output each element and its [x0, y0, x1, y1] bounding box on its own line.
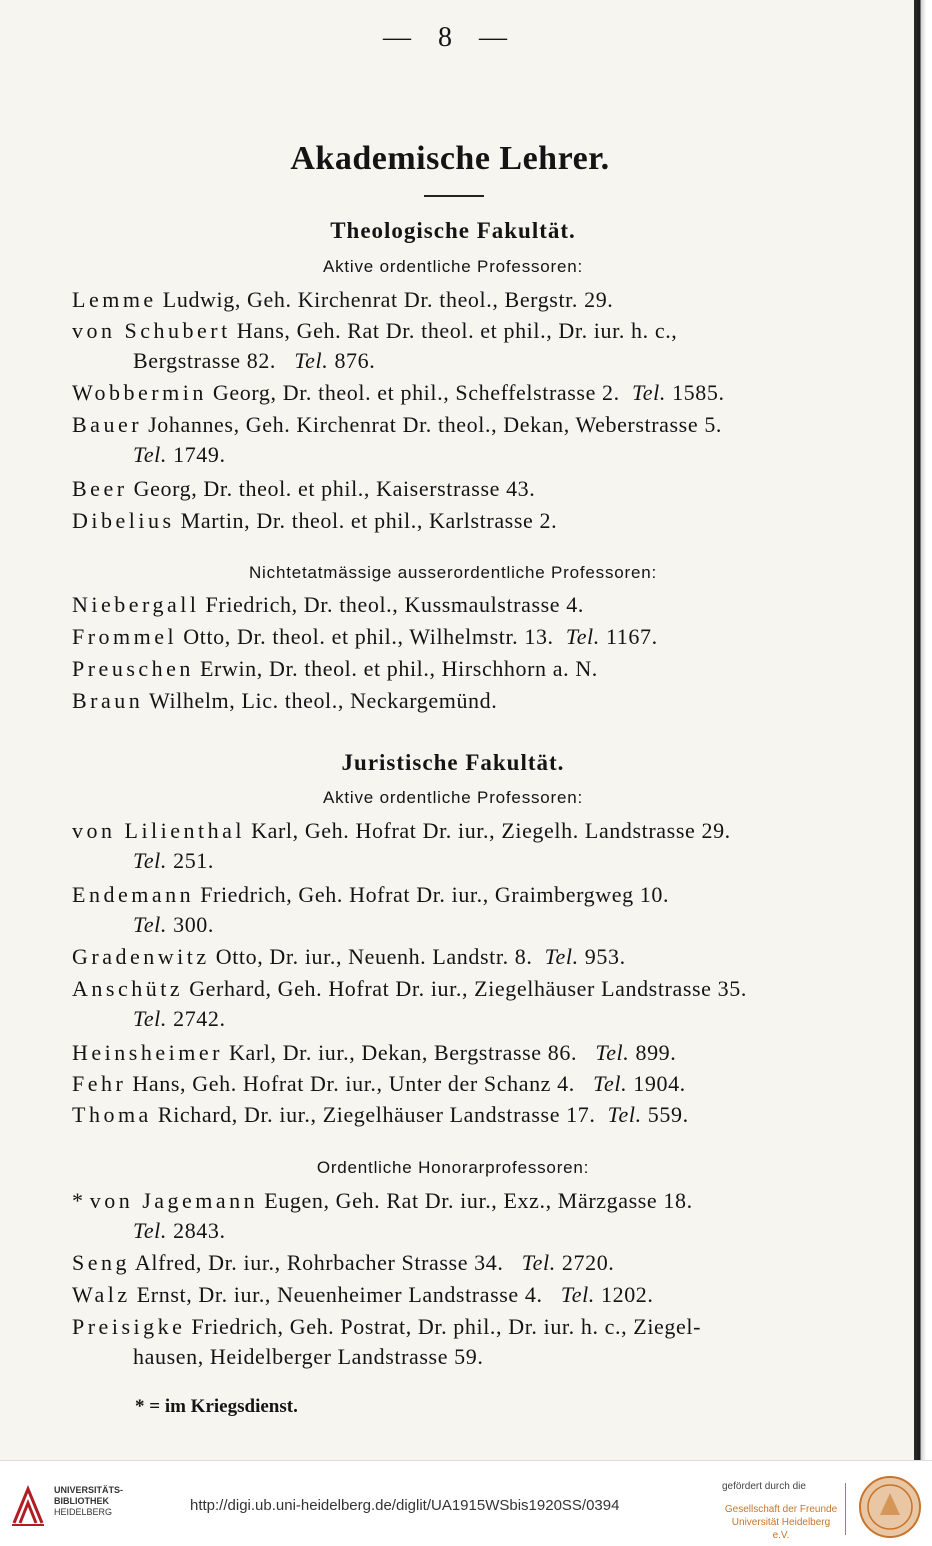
list-item [72, 316, 842, 376]
title-divider [424, 195, 484, 197]
person-name: Anschütz [72, 976, 184, 1001]
tel-number: 1167. [605, 624, 658, 649]
person-name: Lemme [72, 287, 157, 312]
group-label: Aktive ordentliche Professoren: [322, 788, 584, 807]
source-url-link[interactable]: http://digi.ub.uni-heidelberg.de/diglit/UA1915WSbis1920SS/0394 [190, 1497, 620, 1514]
tel-label: Tel. [565, 624, 600, 649]
list-item [72, 816, 842, 876]
tel-number: 876. [334, 348, 376, 373]
person-name: Walz [72, 1282, 131, 1307]
tel-label: Tel. [595, 1040, 630, 1065]
sponsor-divider [845, 1483, 846, 1535]
person-name: Endemann [72, 882, 195, 907]
page-title: Akademische Lehrer. [290, 140, 610, 177]
tel-label: Tel. [560, 1282, 595, 1307]
tel-number: 2742. [173, 1006, 226, 1031]
tel-label: Tel. [133, 442, 167, 467]
list-item [72, 1069, 842, 1099]
person-name: Thoma [72, 1102, 152, 1127]
person-name: Preisigke [72, 1314, 186, 1339]
tel-number: 300. [173, 912, 215, 937]
person-name: Wobbermin [72, 380, 207, 405]
tel-number: 1904. [633, 1071, 686, 1096]
list-item [72, 622, 842, 652]
list-item [72, 880, 842, 940]
tel-label: Tel. [631, 380, 666, 405]
tel-number: 1585. [672, 380, 725, 405]
person-name: von Lilienthal [72, 818, 246, 843]
list-item [72, 1280, 842, 1310]
person-name: Braun [72, 688, 144, 713]
person-details-cont: Bergstrasse 82. [133, 348, 277, 373]
person-details: Karl, Dr. iur., Dekan, Bergstrasse 86. [222, 1040, 578, 1065]
person-details: Friedrich, Geh. Postrat, Dr. phil., Dr. iur. h. c., Ziegel- [185, 1314, 702, 1339]
tel-label: Tel. [607, 1102, 642, 1127]
person-details: Otto, Dr. theol. et phil., Wilhelmstr. 13. [177, 624, 554, 649]
person-details: Georg, Dr. theol. et phil., Kaiserstrasse 43. [127, 476, 536, 501]
footnote-marker: * [72, 1188, 90, 1213]
page-number: — 8 — [383, 22, 517, 53]
person-name: Frommel [72, 624, 178, 649]
group-label: Ordentliche Honorarprofessoren: [316, 1158, 590, 1177]
tel-label: Tel. [133, 912, 167, 937]
tel-label: Tel. [133, 848, 167, 873]
list-item [72, 410, 842, 470]
digitization-footer [0, 1460, 932, 1546]
person-name: Seng [72, 1250, 130, 1275]
tel-label: Tel. [593, 1071, 628, 1096]
person-name: Beer [72, 476, 128, 501]
tel-number: 559. [647, 1102, 689, 1127]
library-logo-icon [10, 1483, 46, 1529]
list-item [72, 974, 842, 1034]
university-seal-icon [858, 1475, 922, 1539]
tel-number: 2843. [173, 1218, 226, 1243]
list-item [72, 654, 842, 684]
person-details: Hans, Geh. Rat Dr. theol. et phil., Dr. iur. h. c., [230, 318, 678, 343]
tel-number: 251. [173, 848, 215, 873]
tel-label: Tel. [544, 944, 579, 969]
person-details: Wilhelm, Lic. theol., Neckargemünd. [143, 688, 498, 713]
list-item [72, 1248, 842, 1278]
list-item [72, 590, 842, 620]
person-details: Richard, Dr. iur., Ziegelhäuser Landstrasse 17. [151, 1102, 596, 1127]
tel-number: 1749. [173, 442, 226, 467]
footnote: * = im Kriegsdienst. [135, 1396, 298, 1417]
tel-number: 2720. [561, 1250, 615, 1275]
section-heading-law: Juristische Fakultät. [341, 750, 565, 775]
person-details: Ernst, Dr. iur., Neuenheimer Landstrasse 4. [130, 1282, 543, 1307]
list-item [72, 474, 842, 504]
group-label: Aktive ordentliche Professoren: [322, 257, 584, 276]
sponsor-name: Gesellschaft der Freunde Universität Heidelberg e.V. [724, 1504, 838, 1541]
person-name: Gradenwitz [72, 944, 210, 969]
tel-label: Tel. [521, 1250, 556, 1275]
list-item [72, 686, 842, 716]
tel-label: Tel. [133, 1218, 167, 1243]
person-details: Friedrich, Geh. Hofrat Dr. iur., Graimbergweg 10. [194, 882, 670, 907]
list-item [72, 1312, 842, 1372]
person-name: von Jagemann [89, 1188, 259, 1213]
person-name: Dibelius [72, 508, 175, 533]
scan-edge [914, 0, 932, 1460]
person-details: Georg, Dr. theol. et phil., Scheffelstrasse 2. [206, 380, 620, 405]
person-name: Bauer [72, 412, 143, 437]
list-item [72, 1038, 842, 1068]
sponsor-label: gefördert durch die [722, 1481, 806, 1492]
list-item [72, 378, 842, 408]
tel-label: Tel. [133, 1006, 167, 1031]
person-details: Johannes, Geh. Kirchenrat Dr. theol., Dekan, Weberstrasse 5. [142, 412, 723, 437]
tel-number: 1202. [601, 1282, 654, 1307]
library-name: UNIVERSITÄTS- BIBLIOTHEK HEIDELBERG [54, 1485, 124, 1517]
person-name: von Schubert [72, 318, 231, 343]
list-item [72, 506, 842, 536]
person-details-cont: hausen, Heidelberger Landstrasse 59. [133, 1344, 484, 1369]
tel-label: Tel. [294, 348, 329, 373]
person-details: Martin, Dr. theol. et phil., Karlstrasse 2. [174, 508, 558, 533]
person-details: Erwin, Dr. theol. et phil., Hirschhorn a. N. [193, 656, 598, 681]
tel-number: 953. [584, 944, 626, 969]
person-details: Gerhard, Geh. Hofrat Dr. iur., Ziegelhäuser Landstrasse 35. [183, 976, 747, 1001]
person-name: Fehr [72, 1071, 127, 1096]
person-details: Alfred, Dr. iur., Rohrbacher Strasse 34. [130, 1250, 504, 1275]
person-details: Eugen, Geh. Rat Dr. iur., Exz., Märzgasse 18. [258, 1188, 693, 1213]
list-item [72, 1100, 842, 1130]
list-item [72, 285, 842, 315]
group-label: Nichtetatmässige ausserordentliche Professoren: [248, 563, 657, 582]
person-details: Hans, Geh. Hofrat Dr. iur., Unter der Schanz 4. [126, 1071, 575, 1096]
person-name: Heinsheimer [72, 1040, 223, 1065]
section-heading-theology: Theologische Fakultät. [330, 218, 576, 243]
person-details: Karl, Geh. Hofrat Dr. iur., Ziegelh. Landstrasse 29. [245, 818, 731, 843]
person-name: Niebergall [72, 592, 200, 617]
list-item [72, 942, 842, 972]
list-item [72, 1186, 842, 1246]
tel-number: 899. [635, 1040, 677, 1065]
person-name: Preuschen [72, 656, 194, 681]
person-details: Ludwig, Geh. Kirchenrat Dr. theol., Bergstr. 29. [156, 287, 614, 312]
person-details: Otto, Dr. iur., Neuenh. Landstr. 8. [209, 944, 533, 969]
person-details: Friedrich, Dr. theol., Kussmaulstrasse 4. [199, 592, 584, 617]
